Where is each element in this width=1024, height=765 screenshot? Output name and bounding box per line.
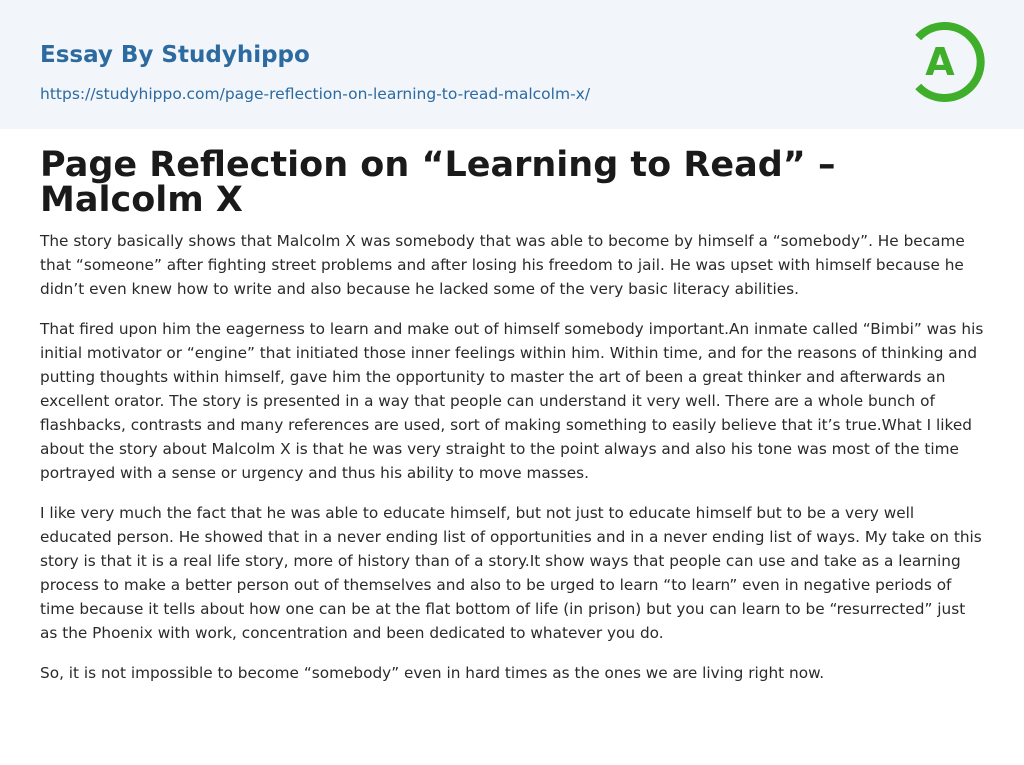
paragraph-2: That fired upon him the eagerness to learn and make out of himself somebody important.An inmate called “Bimbi” was his initial motivator or “engine” that initiated those inner feelings within him. Within time, and for the reasons of thinking and putting thoughts within himself, gave him the opportunity to master the art of been a great thinker and afterwards an excellent orator. The story is presented in a way that people can understand it very well. There are a whole bunch of flashbacks, contrasts and many references are used, sort of making something to easily believe that it’s true.What I liked about the story about Malcolm X is that he was very straight to the point always and also his tone was most of the time portrayed with a sense or urgency and thus his ability to move masses. — [40, 320, 984, 482]
paragraph-1: The story basically shows that Malcolm X was somebody that was able to become by himself a “somebody”. He became that “someone” after fighting street problems and after losing his freedom to jail. He was upset with himself because he didn’t even knew how to write and also because he lacked some of the very basic literacy abilities. — [40, 232, 965, 298]
brand-title: Essay By Studyhippo — [40, 42, 310, 68]
studyhippo-logo-icon[interactable] — [910, 18, 988, 106]
page-title: Page Reflection on “Learning to Read” – Malcolm X — [40, 145, 836, 220]
paragraph-4: So, it is not impossible to become “somebody” even in hard times as the ones we are living right now. — [40, 664, 825, 682]
logo-letter: A — [925, 40, 955, 84]
site-header — [0, 0, 1024, 129]
paragraph-3: I like very much the fact that he was able to educate himself, but not just to educate himself but to be a very well educated person. He showed that in a never ending list of opportunities and in a never ending list of ways. My take on this story is that it is a real life story, more of history than of a story.It show ways that people can use and take as a learning process to make a better person out of themselves and also to be urged to learn “to learn” even in negative periods of time because it tells about how one can be at the flat bottom of life (in prison) but you can learn to be “resurrected” just as the Phoenix with work, concentration and been dedicated to whatever you do. — [40, 504, 982, 642]
article-body — [40, 229, 985, 701]
page-url-link[interactable]: https://studyhippo.com/page-reflection-on-learning-to-read-malcolm-x/ — [40, 85, 591, 103]
